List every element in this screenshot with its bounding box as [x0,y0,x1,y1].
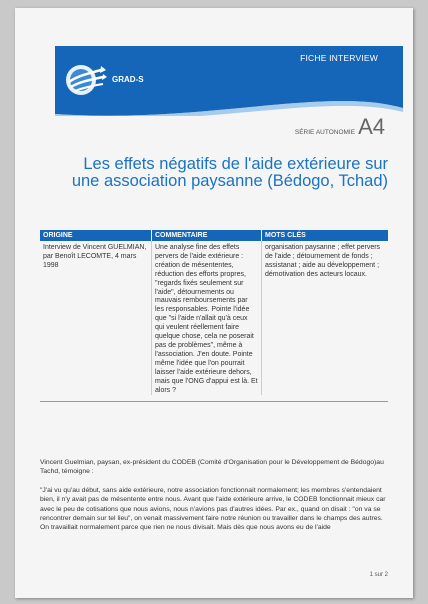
page-number: 1 sur 2 [369,572,388,578]
document-title [55,156,388,190]
header-mots-cles: MOTS CLÉS [265,232,306,239]
brand-name: GRAD-S [112,75,144,84]
series-code: A4 [358,114,385,139]
table-header-row [40,230,388,241]
series-text: SÉRIE AUTONOMIE [294,129,356,136]
intro-paragraph: Vincent Guelmian, paysan, ex-président du CODEB (Comité d'Organisation pour le Développement de Bédogo)au Tachd, témoigne : [40,459,384,476]
quote-paragraph: "J'ai vu qu'au début, sans aide extérieure, notre association fonctionnait normalement; les membres s'entendaient bien, il n'y avait pas de mésentente entre nous. Avant que l'aide extérieure arrive, le CODEB fonctionnait mieux car avec le peu de cotisations que nous avions, nous n'avions pas d'autres idées. Par ex., quand on disait : "on va se rencontrer demain sur tel lieu", on venait massivement faire notre réunion ou travailler dans le champs des autres. On travaillait normalement parce que rien ne nous divisait. Mais dès que nous avons eu de l'aide [40,487,386,532]
title-line-2: une association paysanne (Bédogo, Tchad) [71,172,388,190]
table-row [40,241,388,402]
document-page [15,8,413,598]
banner-label: FICHE INTERVIEW [300,53,378,63]
cell-origine: Interview de Vincent GUELMIAN, par Benoît LECOMTE, 4 mars 1998 [40,241,152,395]
header-commentaire: COMMENTAIRE [152,230,262,241]
cell-commentaire: Une analyse fine des effets pervers de l'aide extérieure : création de mésententes, réduction des efforts propres, "regards fixés seulement sur l'aide", détournements ou mauvais remboursements par les responsables. Pointe l'idée que "si l'aide n'allait qu'à ceux qui veulent réellement faire quelque chose, cela ne poserait pas de problèmes", même à l'association. J'en doute. Pointe même l'idée que l'on pourrait laisser l'aide extérieure dehors, mais que l'ONG d'appui est là. Et alors ? [152,241,262,395]
header-origine: ORIGINE [40,230,152,241]
cell-mots-cles: organisation paysanne ; effet pervers de l'aide ; détournement de fonds ; assistanat ; aide au développement ; démotivation des acteurs locaux. [265,244,381,278]
summary-table [40,230,388,402]
grad-s-logo-icon [63,60,107,98]
series-label [294,114,385,139]
title-line-1: Les effets négatifs de l'aide extérieure sur [83,155,388,173]
